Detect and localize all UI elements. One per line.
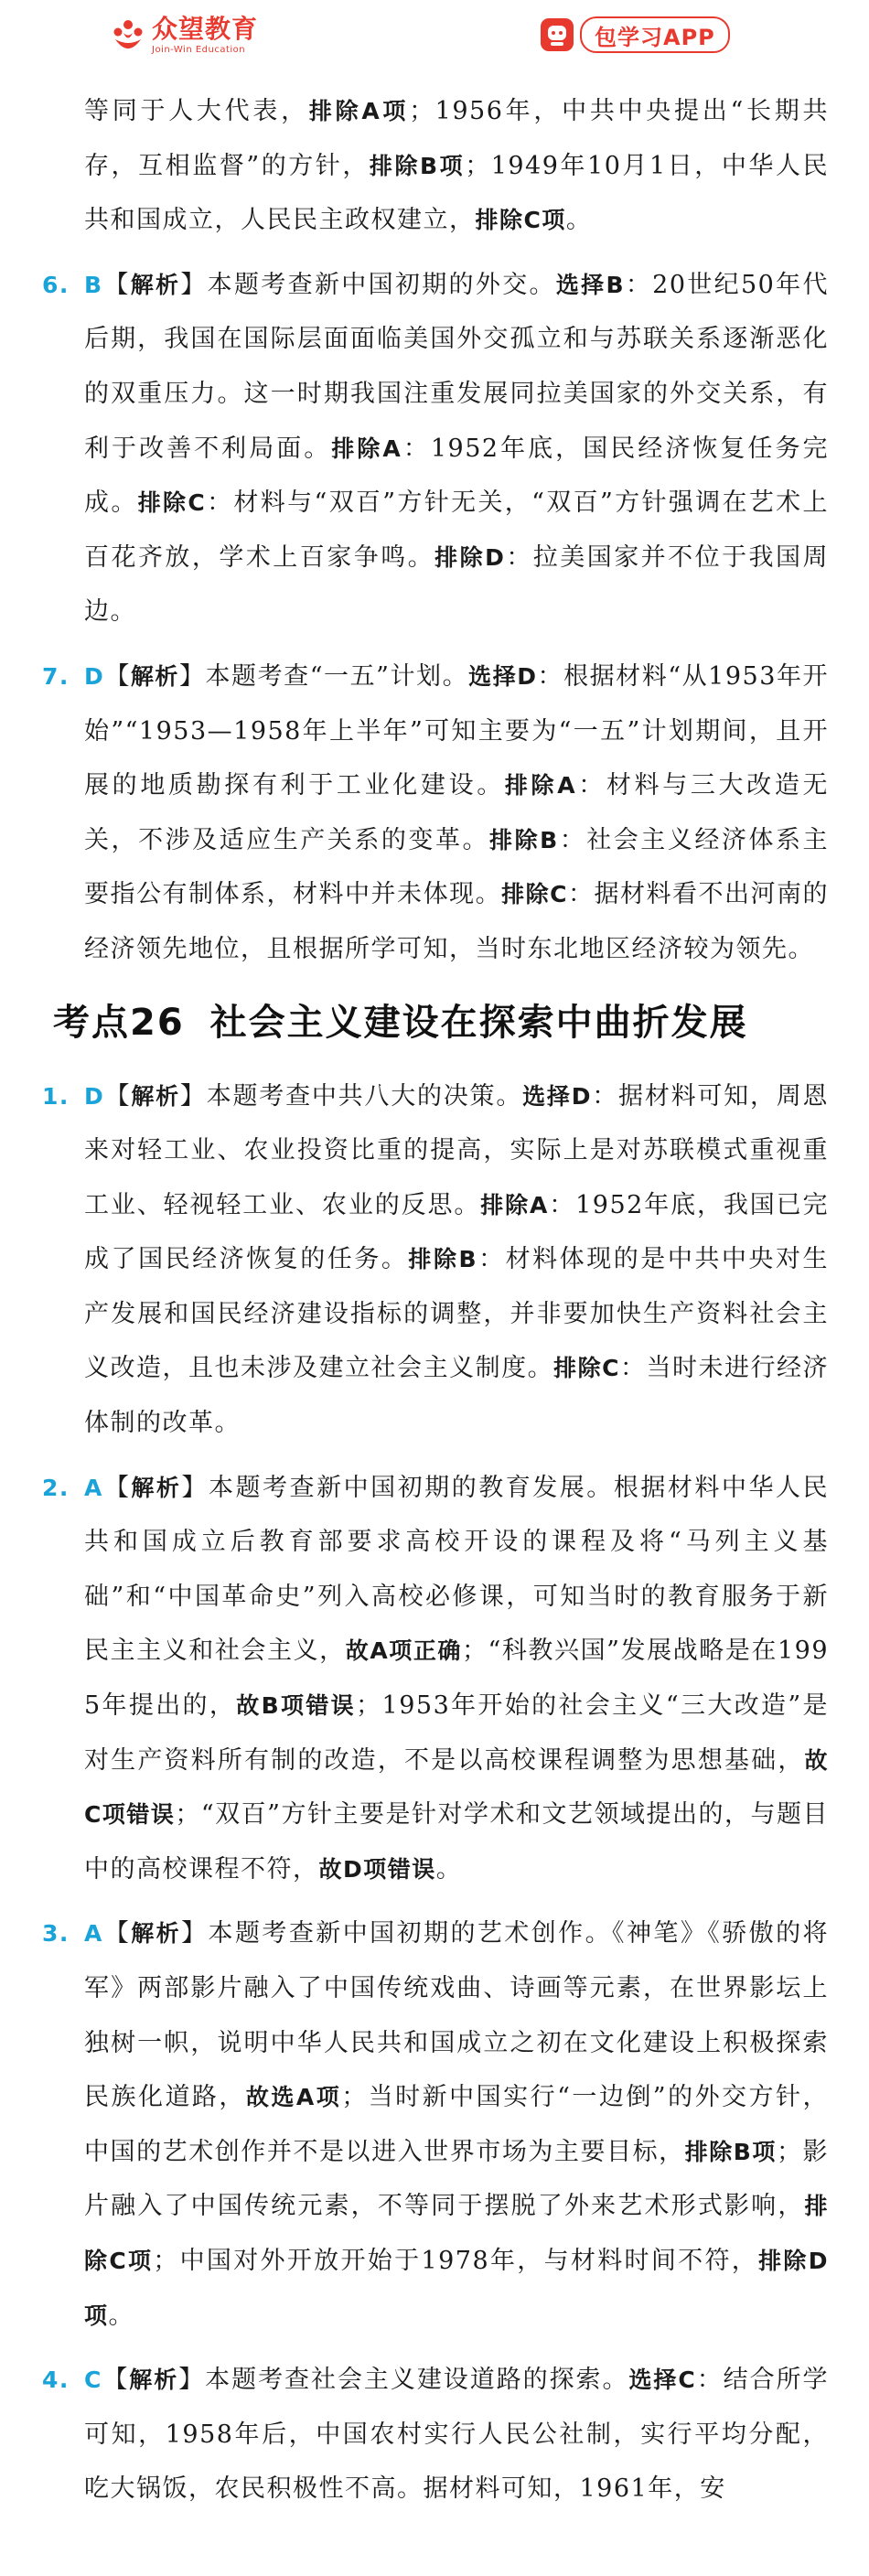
answer-letter: A <box>84 1920 103 1948</box>
app-mascot-icon <box>540 17 574 52</box>
answer-item-7: 7. D【解析】本题考查“一五”计划。选择D：根据材料“从1953年开始”“1953—1958年上半年”可知主要为“一五”计划期间，且开展的地质勘探有利于工业化建设。排除A：材料与三大改造无关，不涉及适应生产关系的变革。排除B：社会主义经济体系主要指公有制体系，材料中并未体现。排除C：据材料看不出河南的经济领先地位，且根据所学可知，当时东北地区经济较为领先。 <box>42 649 829 977</box>
analysis-tag: 解析 <box>130 271 181 298</box>
analysis-tag: 解析 <box>131 1082 180 1110</box>
analysis-tag: 解析 <box>131 1474 182 1501</box>
answer-content <box>42 84 829 2527</box>
answer-letter: D <box>84 1082 105 1110</box>
answer-item-2: 2. A【解析】本题考查新中国初期的教育发展。根据材料中华人民共和国成立后教育部要求高校开设的课程及将“马列主义基础”和“中国革命史”列入高校必修课，可知当时的教育服务于新民主主义和社会主义，故A项正确；“科教兴国”发展战略是在1995年提出的，故B项错误；1953年开始的社会主义“三大改造”是对生产资料所有制的改造，不是以高校课程调整为思想基础，故C项错误；“双百”方针主要是针对学术和文艺领域提出的，与题目中的高校课程不符，故D项错误。 <box>42 1461 829 1897</box>
answer-item-6: 6. B【解析】本题考查新中国初期的外交。选择B：20世纪50年代后期，我国在国际层面面临美国外交孤立和与苏联关系逐渐恶化的双重压力。这一时期我国注重发展同拉美国家的外交关系，有利于改善不利局面。排除A：1952年底，国民经济恢复任务完成。排除C：材料与“双百”方针无关，“双百”方针强调在艺术上百花齐放，学术上百家争鸣。排除D：拉美国家并不位于我国周边。 <box>42 258 829 639</box>
answer-letter: D <box>84 662 105 690</box>
page-header <box>0 0 869 84</box>
brand-logo-icon <box>110 17 146 54</box>
section-heading: 考点26 社会主义建设在探索中曲折发展 <box>53 1001 748 1044</box>
analysis-tag: 解析 <box>129 2367 179 2394</box>
item-number: 3. <box>42 1920 70 1948</box>
brand-logo <box>110 16 258 55</box>
answer-letter: A <box>84 1474 103 1501</box>
analysis-tag: 解析 <box>130 662 179 690</box>
item-number: 4. <box>42 2367 70 2394</box>
item-number: 1. <box>42 1082 70 1110</box>
brand-name-en: Join-Win Education <box>152 45 246 55</box>
brand-name: 众望教育 <box>152 14 259 44</box>
item-number: 7. <box>42 662 70 690</box>
answer-letter: B <box>84 271 103 298</box>
answer-item-1: 1. D【解析】本题考查中共八大的决策。选择D：据材料可知，周恩来对轻工业、农业投资比重的提高，实际上是对苏联模式重视重工业、轻视轻工业、农业的反思。排除A：1952年底，我国已完成了国民经济恢复的任务。排除B：材料体现的是中共中央对生产发展和国民经济建设指标的调整，并非要加快生产资料社会主义改造，且也未涉及建立社会主义制度。排除C：当时未进行经济体制的改革。 <box>42 1069 829 1451</box>
item-number: 2. <box>42 1474 70 1501</box>
answer-letter: C <box>84 2367 102 2394</box>
item-number: 6. <box>42 271 70 298</box>
app-label: 包学习APP <box>580 16 730 53</box>
answer-item-4: 4. C【解析】本题考查社会主义建设道路的探索。选择C：结合所学可知，1958年后，中国农村实行人民公社制，实行平均分配，吃大锅饭，农民积极性不高。据材料可知，1961年，安 <box>42 2353 829 2517</box>
analysis-tag: 解析 <box>131 1920 182 1948</box>
app-badge <box>540 16 730 53</box>
answer-item-3: 3. A【解析】本题考查新中国初期的艺术创作。《神笔》《骄傲的将军》两部影片融入了中国传统戏曲、诗画等元素，在世界影坛上独树一帜，说明中华人民共和国成立之初在文化建设上积极探索民族化道路，故选A项；当时新中国实行“一边倒”的外交方针，中国的艺术创作并不是以进入世界市场为主要目标，排除B项；影片融入了中国传统元素，不等同于摆脱了外来艺术形式影响，排除C项；中国对外开放开始于1978年，与材料时间不符，排除D项。 <box>42 1906 829 2343</box>
continued-paragraph: 等同于人大代表，排除A项；1956年，中共中央提出“长期共存，互相监督”的方针，排除B项；1949年10月1日，中华人民共和国成立，人民民主政权建立，排除C项。 <box>84 97 830 235</box>
